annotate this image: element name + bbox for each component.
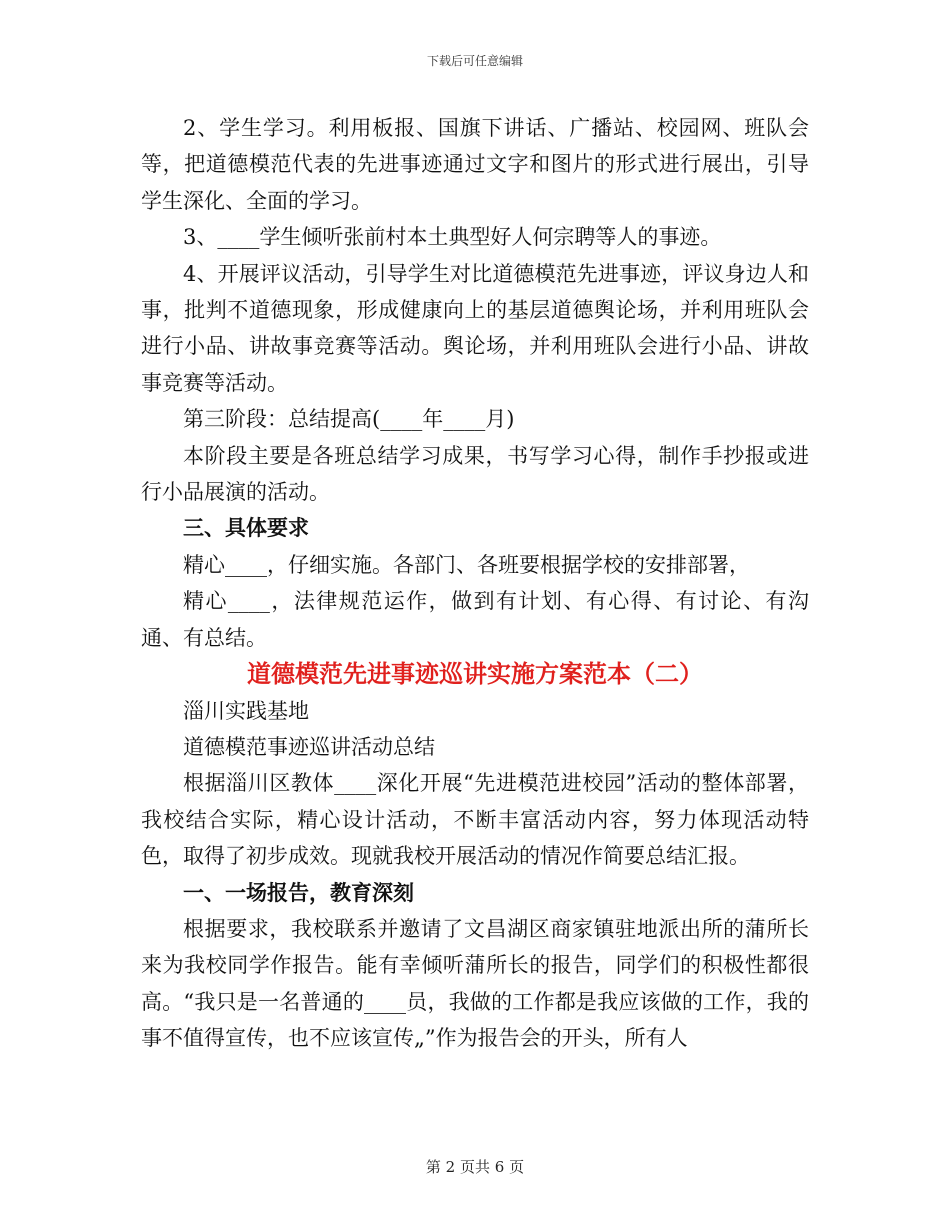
paragraph-introduction: 根据淄川区教体____深化开展“先进模范进校园”活动的整体部署，我校结合实际，精心设计活动，不断丰富活动内容，努力体现活动特色，取得了初步成效。现就我校开展活动的情况作简要总结汇报。 [141,771,809,869]
paragraph-listen-stories: 3、____学生倾听张前村本土典型好人何宗聘等人的事迹。 [183,225,722,250]
page-header: 下载后可任意编辑 [426,54,523,68]
document-title: 道德模范先进事迹巡讲实施方案范本（二） [247,659,703,689]
paragraph-subtitle: 道德模范事迹巡讲活动总结 [183,734,435,759]
paragraph-requirement-1: 精心____，仔细实施。各部门、各班要根据学校的安排部署， [183,552,750,577]
document-body [141,110,809,1057]
paragraph-stage-summary: 本阶段主要是各班总结学习成果，书写学习心得，制作手抄报或进行小品展演的活动。 [141,443,809,505]
section-heading-report: 一、一场报告，教育深刻 [183,879,414,905]
paragraph-student-study: 2、学生学习。利用板报、国旗下讲话、广播站、校园网、班队会等，把道德模范代表的先进事迹通过文字和图片的形式进行展出，引导学生深化、全面的学习。 [141,116,809,213]
paragraph-evaluation-activities: 4、开展评议活动，引导学生对比道德模范先进事迹，评议身边人和事，批判不道德现象，形成健康向上的基层道德舆论场，并利用班队会进行小品、讲故事竞赛等活动。舆论场，并利用班队会进行小品、讲故事竞赛等活动。 [141,261,809,395]
paragraph-organization: 淄川实践基地 [183,698,309,723]
page-footer: 第 2 页共 6 页 [425,1158,525,1176]
paragraph-requirement-2: 精心____，法律规范运作，做到有计划、有心得、有讨论、有沟通、有总结。 [141,589,809,650]
paragraph-stage-three: 第三阶段：总结提高(____年____月) [183,407,515,432]
section-heading-requirements: 三、具体要求 [183,515,309,541]
paragraph-report-body: 根据要求，我校联系并邀请了文昌湖区商家镇驻地派出所的蒲所长来为我校同学作报告。能有幸倾听蒲所长的报告，同学们的积极性都很高。“我只是一名普通的____员，我做的工作都是我应该做的工作，我的事不值得宣传，也不应该宣传„”作为报告会的开头，所有人 [141,916,809,1051]
